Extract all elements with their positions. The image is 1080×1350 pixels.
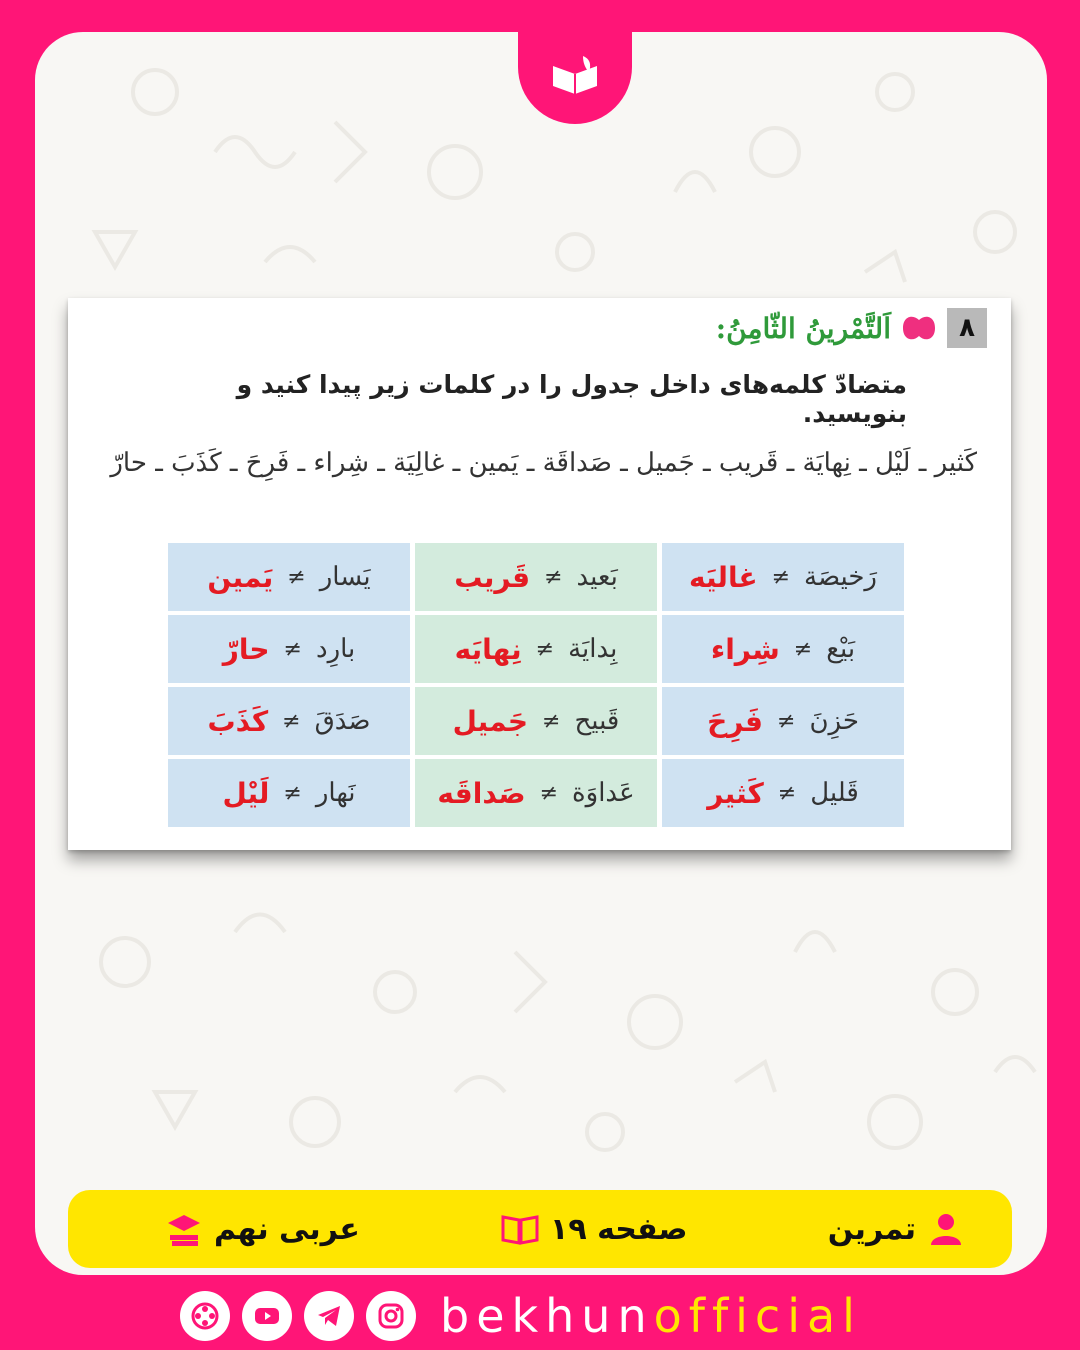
not-equal-symbol: ≠ <box>539 780 559 806</box>
brand-handle <box>440 1289 862 1343</box>
cell-answer: جَميل <box>452 704 529 738</box>
cell-answer: كَذَبَ <box>207 704 269 738</box>
flower-icon <box>899 310 939 346</box>
not-equal-symbol: ≠ <box>777 708 796 734</box>
not-equal-symbol: ≠ <box>287 564 306 590</box>
handle-part2: official <box>653 1289 862 1343</box>
cell-answer: شِراء <box>710 632 780 666</box>
page-label: صفحه ۱۹ <box>550 1211 688 1247</box>
cell-answer: حارّ <box>222 632 270 666</box>
cell-word: حَزِنَ <box>809 706 859 736</box>
not-equal-symbol: ≠ <box>771 564 791 590</box>
cell-word: رَخيصَة <box>804 562 877 592</box>
instagram-icon <box>376 1301 406 1331</box>
exercise-title: اَلتَّمْرينُ الثّامِنُ: <box>715 311 891 345</box>
table-cell <box>415 687 657 755</box>
not-equal-symbol: ≠ <box>542 708 561 734</box>
cell-answer: كَثير <box>707 776 764 810</box>
youtube-icon <box>252 1301 282 1331</box>
open-book-icon <box>500 1209 540 1249</box>
table-cell <box>662 687 904 755</box>
table-cell <box>168 543 410 611</box>
table-cell <box>168 615 410 683</box>
not-equal-symbol: ≠ <box>282 708 301 734</box>
aparat-link[interactable] <box>180 1291 230 1341</box>
cell-answer: صَداقَه <box>437 776 526 810</box>
student-icon <box>926 1209 966 1249</box>
table-cell <box>662 543 904 611</box>
not-equal-symbol: ≠ <box>544 564 563 590</box>
cell-answer: فَرِحَ <box>707 704 763 738</box>
cell-word: بَيْع <box>826 634 856 664</box>
type-item <box>828 1209 966 1249</box>
antonym-table <box>168 543 904 829</box>
social-row <box>180 1290 900 1342</box>
cell-word: بَعيد <box>576 562 618 592</box>
telegram-link[interactable] <box>304 1291 354 1341</box>
cell-word: يَسار <box>319 562 371 592</box>
cell-answer: نِهايَه <box>454 632 522 666</box>
graduation-books-icon <box>164 1209 204 1249</box>
exercise-header <box>716 308 987 348</box>
cell-answer: غاليَه <box>689 560 758 594</box>
word-list: كَثير ـ لَيْل ـ نِهايَة ـ قَريب ـ جَميل ـ صَداقَة ـ يَمين ـ غالِيَة ـ شِراء ـ فَرِحَ ـ كَذَبَ ـ حارّ <box>110 448 977 478</box>
type-label: تمرین <box>827 1211 916 1247</box>
not-equal-symbol: ≠ <box>283 780 302 806</box>
subject-item <box>164 1209 360 1249</box>
handle-part1: bekhun <box>440 1289 654 1343</box>
cell-word: قَليل <box>810 778 859 808</box>
table-cell <box>662 759 904 827</box>
table-cell <box>168 759 410 827</box>
cell-answer: قَريب <box>454 560 531 594</box>
not-equal-symbol: ≠ <box>535 636 555 662</box>
youtube-link[interactable] <box>242 1291 292 1341</box>
cell-word: قَبيح <box>574 706 620 736</box>
instagram-link[interactable] <box>366 1291 416 1341</box>
book-logo-icon <box>543 46 607 110</box>
cell-answer: يَمين <box>207 560 274 594</box>
table-cell <box>168 687 410 755</box>
table-cell <box>415 543 657 611</box>
cell-word: صَدَقَ <box>314 706 371 736</box>
not-equal-symbol: ≠ <box>793 636 813 662</box>
cell-word: بِدايَة <box>568 634 618 664</box>
not-equal-symbol: ≠ <box>283 636 302 662</box>
info-bar <box>68 1190 1012 1268</box>
cell-answer: لَيْل <box>222 776 270 810</box>
cell-word: نَهار <box>315 778 356 808</box>
exercise-card <box>68 298 1011 850</box>
table-cell <box>415 615 657 683</box>
table-cell <box>662 615 904 683</box>
page-item <box>500 1209 687 1249</box>
aparat-icon <box>190 1301 220 1331</box>
cell-word: بارِد <box>315 634 356 664</box>
table-cell <box>415 759 657 827</box>
exercise-number: ۸ <box>947 308 987 348</box>
exercise-instruction: متضادّ کلمه‌های داخل جدول را در کلمات زیر پیدا کنید و بنویسید. <box>236 370 907 428</box>
subject-label: عربی نهم <box>214 1211 360 1247</box>
not-equal-symbol: ≠ <box>777 780 797 806</box>
cell-word: عَداوَة <box>572 778 635 808</box>
telegram-icon <box>314 1301 344 1331</box>
